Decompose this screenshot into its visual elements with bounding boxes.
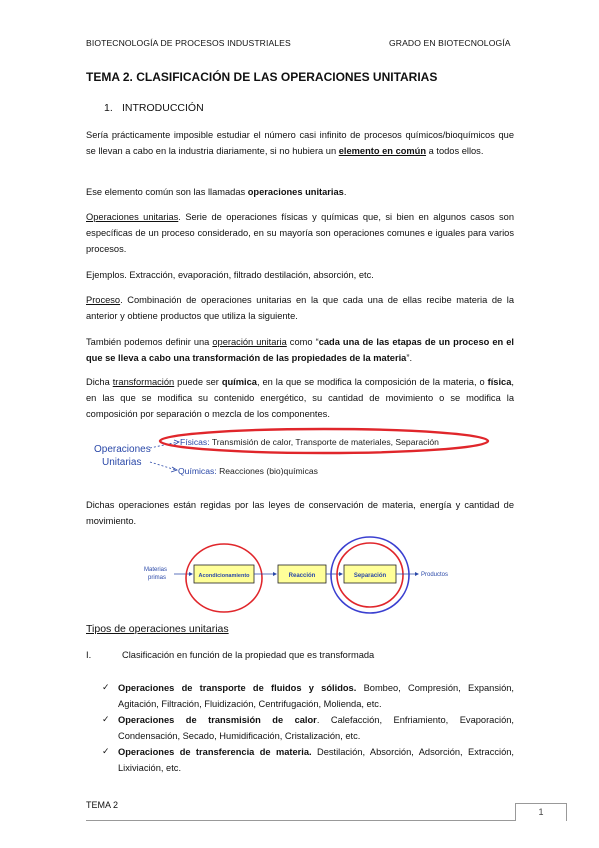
paragraph-common-element (86, 184, 514, 200)
list-item-text: Destilación, Absorción, Adsorción, Extracción, Lixiviación, etc. (118, 747, 514, 773)
box-label-separacion: Separación (353, 573, 387, 579)
text: ”. (406, 353, 413, 363)
emphasis: cada una de las etapas de un proceso en el que se lleva a cabo una transformación de las propiedades de la materia (86, 337, 514, 363)
box-label-acondicionamiento: Acondicionamiento (198, 573, 250, 579)
emphasis: elemento en común (338, 146, 427, 156)
term: transformación (112, 377, 175, 387)
output-label: Productos (421, 572, 449, 578)
text: . Combinación de operaciones unitarias en la que cada una de ellas recibe materia de la anterior y obtiene productos que utiliza la siguiente. (86, 295, 514, 321)
checkmark-icon: ✓ (102, 714, 110, 724)
running-header-left: BIOTECNOLOGÍA DE PROCESOS INDUSTRIALES (86, 38, 291, 48)
text: puede ser (174, 377, 222, 387)
text: También podemos definir una (86, 337, 213, 347)
paragraph-process (86, 292, 514, 324)
box-label-reaccion: Reacción (288, 573, 316, 579)
list-item-heading: Operaciones de transferencia de materia. (118, 747, 312, 757)
term: operación unitaria (212, 337, 287, 347)
paragraph-definition-ou (86, 209, 514, 257)
classification-diagram (80, 426, 520, 486)
arrowhead-icon (415, 572, 419, 576)
input-label-2: primas (148, 575, 167, 581)
checkmark-icon: ✓ (102, 746, 110, 756)
section-number: 1. (104, 102, 113, 114)
paragraph-intro (86, 127, 514, 159)
footer-label: TEMA 2 (86, 800, 119, 810)
section-label: INTRODUCCIÓN (122, 102, 204, 114)
text: como “ (286, 337, 319, 347)
classification-label: Clasificación en función de la propiedad que es transformada (122, 650, 375, 660)
text: Ese elemento común son las llamadas (86, 187, 248, 197)
list-item-heading: Operaciones de transporte de fluidos y sólidos. (118, 683, 357, 693)
text: , en la que se modifica la composición de la materia, o (256, 377, 488, 387)
list-item-heading: Operaciones de transmisión de calor (118, 715, 317, 725)
emphasis: física (487, 377, 512, 387)
text: a todos ellos. (426, 146, 484, 156)
page-number: 1 (515, 803, 567, 821)
term: Proceso (86, 295, 121, 305)
paragraph-conservation-laws: Dichas operaciones están regidas por las leyes de conservación de materia, energía y cantidad de movimiento. (86, 500, 514, 526)
list-item-text: Bombeo, Compresión, Expansión, Agitación, Filtración, Fluidización, Centrifugación, Molienda, etc. (118, 683, 514, 709)
text: . (343, 187, 347, 197)
classification-number: I. (86, 650, 92, 660)
list-item (118, 712, 514, 744)
text: . Serie de operaciones físicas y químicas que, si bien en algunos casos son específicas de un proceso considerado, en su mayoría son operaciones comunes e iguales para varios procesos. (86, 212, 515, 254)
diagram-root-label-1: Operaciones (94, 444, 151, 455)
list-item-text: . Calefacción, Enfriamiento, Evaporación, Condensación, Secado, Humidificación, Cristalización, etc. (118, 715, 514, 741)
text: Sería prácticamente imposible estudiar el número casi infinito de procesos químicos/bioquímicos que se llevan a cabo en la industria diariamente, si no hubiera un (86, 130, 514, 156)
process-flow-diagram (136, 536, 466, 618)
section-heading (104, 102, 204, 114)
document-title: TEMA 2. CLASIFICACIÓN DE LAS OPERACIONES UNITARIAS (86, 70, 438, 84)
paragraph-transformation (86, 374, 514, 422)
input-label-1: Materias (144, 567, 168, 573)
fisicas-branch (180, 437, 439, 447)
paragraph-examples: Ejemplos. Extracción, evaporación, filtrado destilación, absorción, etc. (86, 270, 374, 280)
list-item (118, 744, 514, 776)
emphasis: operaciones unitarias (247, 187, 344, 197)
branch-connector-quimicas (150, 462, 176, 470)
term: Operaciones unitarias (86, 212, 179, 222)
arrowhead-icon (339, 572, 343, 576)
quimicas-label: Químicas: (178, 466, 217, 476)
arrowhead-icon (189, 572, 193, 576)
quimicas-text: Reacciones (bio)químicas (216, 466, 318, 476)
running-header-right: GRADO EN BIOTECNOLOGÍA (389, 38, 511, 48)
fisicas-text: Transmisión de calor, Transporte de materiales, Separación (209, 437, 439, 447)
arrowhead-icon (273, 572, 277, 576)
diagram-root-label-2: Unitarias (102, 457, 142, 468)
list-item (118, 680, 514, 712)
fisicas-label: Físicas: (180, 437, 210, 447)
paragraph-definition-2 (86, 334, 514, 366)
text: , en las que se modifica su contenido energético, su cantidad de movimiento o se modifica la composición por separación o mezcla de los componentes. (86, 377, 514, 419)
emphasis: química (221, 377, 257, 387)
subheading-types: Tipos de operaciones unitarias (86, 623, 229, 635)
footer-rule (86, 820, 516, 821)
quimicas-branch (178, 466, 318, 476)
text: Dicha (86, 377, 113, 387)
checkmark-icon: ✓ (102, 682, 110, 692)
